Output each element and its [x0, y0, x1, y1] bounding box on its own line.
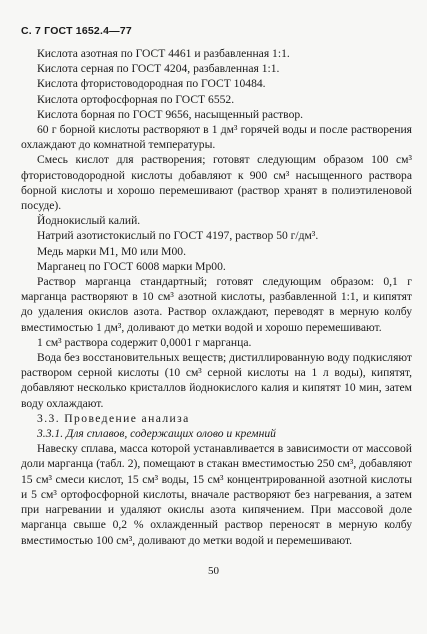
reagent-line: Медь марки М1, М0 или М00.: [37, 244, 186, 258]
paragraph-acid-mix: Смесь кислот для растворения; готовят следующим образом 100 см³ фтористоводородной кислоты добавляют к 900 см³ насыщенного раствора борной кислоты и хорошо перемешивают (раствор хранят в полиэтиленовой посуде).: [21, 153, 412, 213]
reagent-line: Натрий азотистокислый по ГОСТ 4197, раствор 50 г/дм³.: [37, 229, 319, 243]
paragraph-manganese-standard: Раствор марганца стандартный; готовят следующим образом: 0,1 г марганца растворяют в 10 см³ азотной кислоты, разбавленной 1:1, и кипятят до удаления окислов азота. Раствор охлаждают, переводят в мерную колбу вместимостью 1 дм³, доливают до метки водой и хорошо перемешивают.: [21, 275, 412, 334]
reagent-line: Марганец по ГОСТ 6008 марки Мр00.: [37, 259, 226, 273]
reagent-line: Кислота ортофосфорная по ГОСТ 6552.: [37, 92, 235, 106]
reagent-line: Кислота фтористоводородная по ГОСТ 10484.: [37, 77, 266, 91]
paragraph-water: Вода без восстановительных веществ; дистиллированную воду подкисляют раствором серной кислоты (10 см³ серной кислоты на 1 л воды), кипятят, добавляют несколько кристаллов йоднокислого калия и кипятят 10 мин, затем воду охлаждают.: [21, 351, 412, 410]
paragraph-sample: Навеску сплава, масса которой устанавливается в зависимости от массовой доли марганца (табл. 2), помещают в стакан вместимостью 250 см³, добавляют 15 см³ смеси кислот, 15 см³ воды, 15 см³ концентрированной азотной кислоты и 5 см³ ортофосфорной кислоты, вначале растворяют без нагревания, а затем при нагревании и удаляют окислы азота кипячением. При массовой доле марганца свыше 0,2 % охлажденный раствор переносят в мерную колбу вместимостью 100 см³, доливают до метки водой и перемешивают.: [21, 442, 412, 547]
reagent-line: Йоднокислый калий.: [37, 214, 141, 228]
reagent-line: Кислота серная по ГОСТ 4204, разбавленная 1:1.: [37, 62, 280, 76]
paragraph-concentration: 1 см³ раствора содержит 0,0001 г марганца.: [37, 335, 252, 349]
subsection-heading: 3.3.1. Для сплавов, содержащих олово и кремний: [37, 427, 276, 441]
document-body: [21, 46, 412, 548]
reagent-line: Кислота азотная по ГОСТ 4461 и разбавленная 1:1.: [37, 47, 290, 60]
paragraph-boric: 60 г борной кислоты растворяют в 1 дм³ горячей воды и после растворения охлаждают до комнатной температуры.: [21, 123, 412, 152]
reagent-line: Кислота борная по ГОСТ 9656, насыщенный раствор.: [37, 107, 304, 121]
page-header: С. 7 ГОСТ 1652.4—77: [21, 25, 132, 37]
section-heading: 3.3. Проведение анализа: [37, 411, 190, 425]
page-number: 50: [208, 565, 219, 577]
